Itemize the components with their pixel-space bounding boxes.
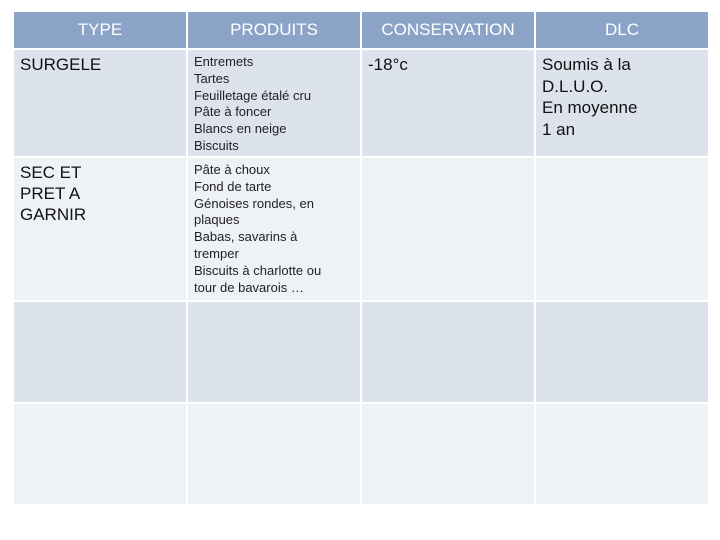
empty-cell [362, 404, 534, 504]
product-item: Entremets [194, 54, 254, 69]
empty-cell [14, 302, 186, 402]
cell-produits-surgele [188, 50, 360, 156]
cell-type-surgele [14, 50, 186, 156]
row-type-label: SURGELE [20, 55, 102, 74]
product-item: tour de bavarois … [194, 279, 304, 295]
product-item: Tartes [194, 70, 230, 86]
empty-cell [14, 404, 186, 504]
products-table [14, 12, 708, 504]
product-item: Pâte à foncer [194, 104, 272, 120]
product-item: tremper [194, 245, 239, 261]
cell-conservation-sec [362, 158, 534, 300]
header-dlc: DLC [536, 12, 708, 48]
product-list [194, 162, 354, 296]
product-item: Génoises rondes, en [194, 195, 314, 211]
empty-cell [536, 404, 708, 504]
header-conservation: CONSERVATION [362, 12, 534, 48]
empty-cell [362, 302, 534, 402]
product-item: Biscuits à charlotte ou [194, 262, 322, 278]
header-produits: PRODUITS [188, 12, 360, 48]
empty-cell [188, 302, 360, 402]
cell-dlc-sec [536, 158, 708, 300]
empty-cell [536, 302, 708, 402]
empty-cell [188, 404, 360, 504]
product-item: Biscuits [194, 137, 239, 153]
row-type-label: SEC ET PRET A GARNIR [20, 163, 87, 224]
cell-dlc-surgele [536, 50, 708, 156]
product-item: plaques [194, 212, 240, 228]
product-item: Blancs en neige [194, 121, 287, 137]
product-item: Fond de tarte [194, 178, 272, 194]
cell-type-sec [14, 158, 186, 300]
cell-conservation-surgele [362, 50, 534, 156]
product-item: Pâte à choux [194, 162, 270, 177]
product-list [194, 54, 354, 155]
conservation-value: -18°c [368, 55, 408, 74]
dlc-value: Soumis à la D.L.U.O. En moyenne 1 an [542, 55, 638, 139]
header-type: TYPE [14, 12, 186, 48]
cell-produits-sec [188, 158, 360, 300]
product-item: Babas, savarins à [194, 229, 298, 245]
product-item: Feuilletage étalé cru [194, 87, 312, 103]
